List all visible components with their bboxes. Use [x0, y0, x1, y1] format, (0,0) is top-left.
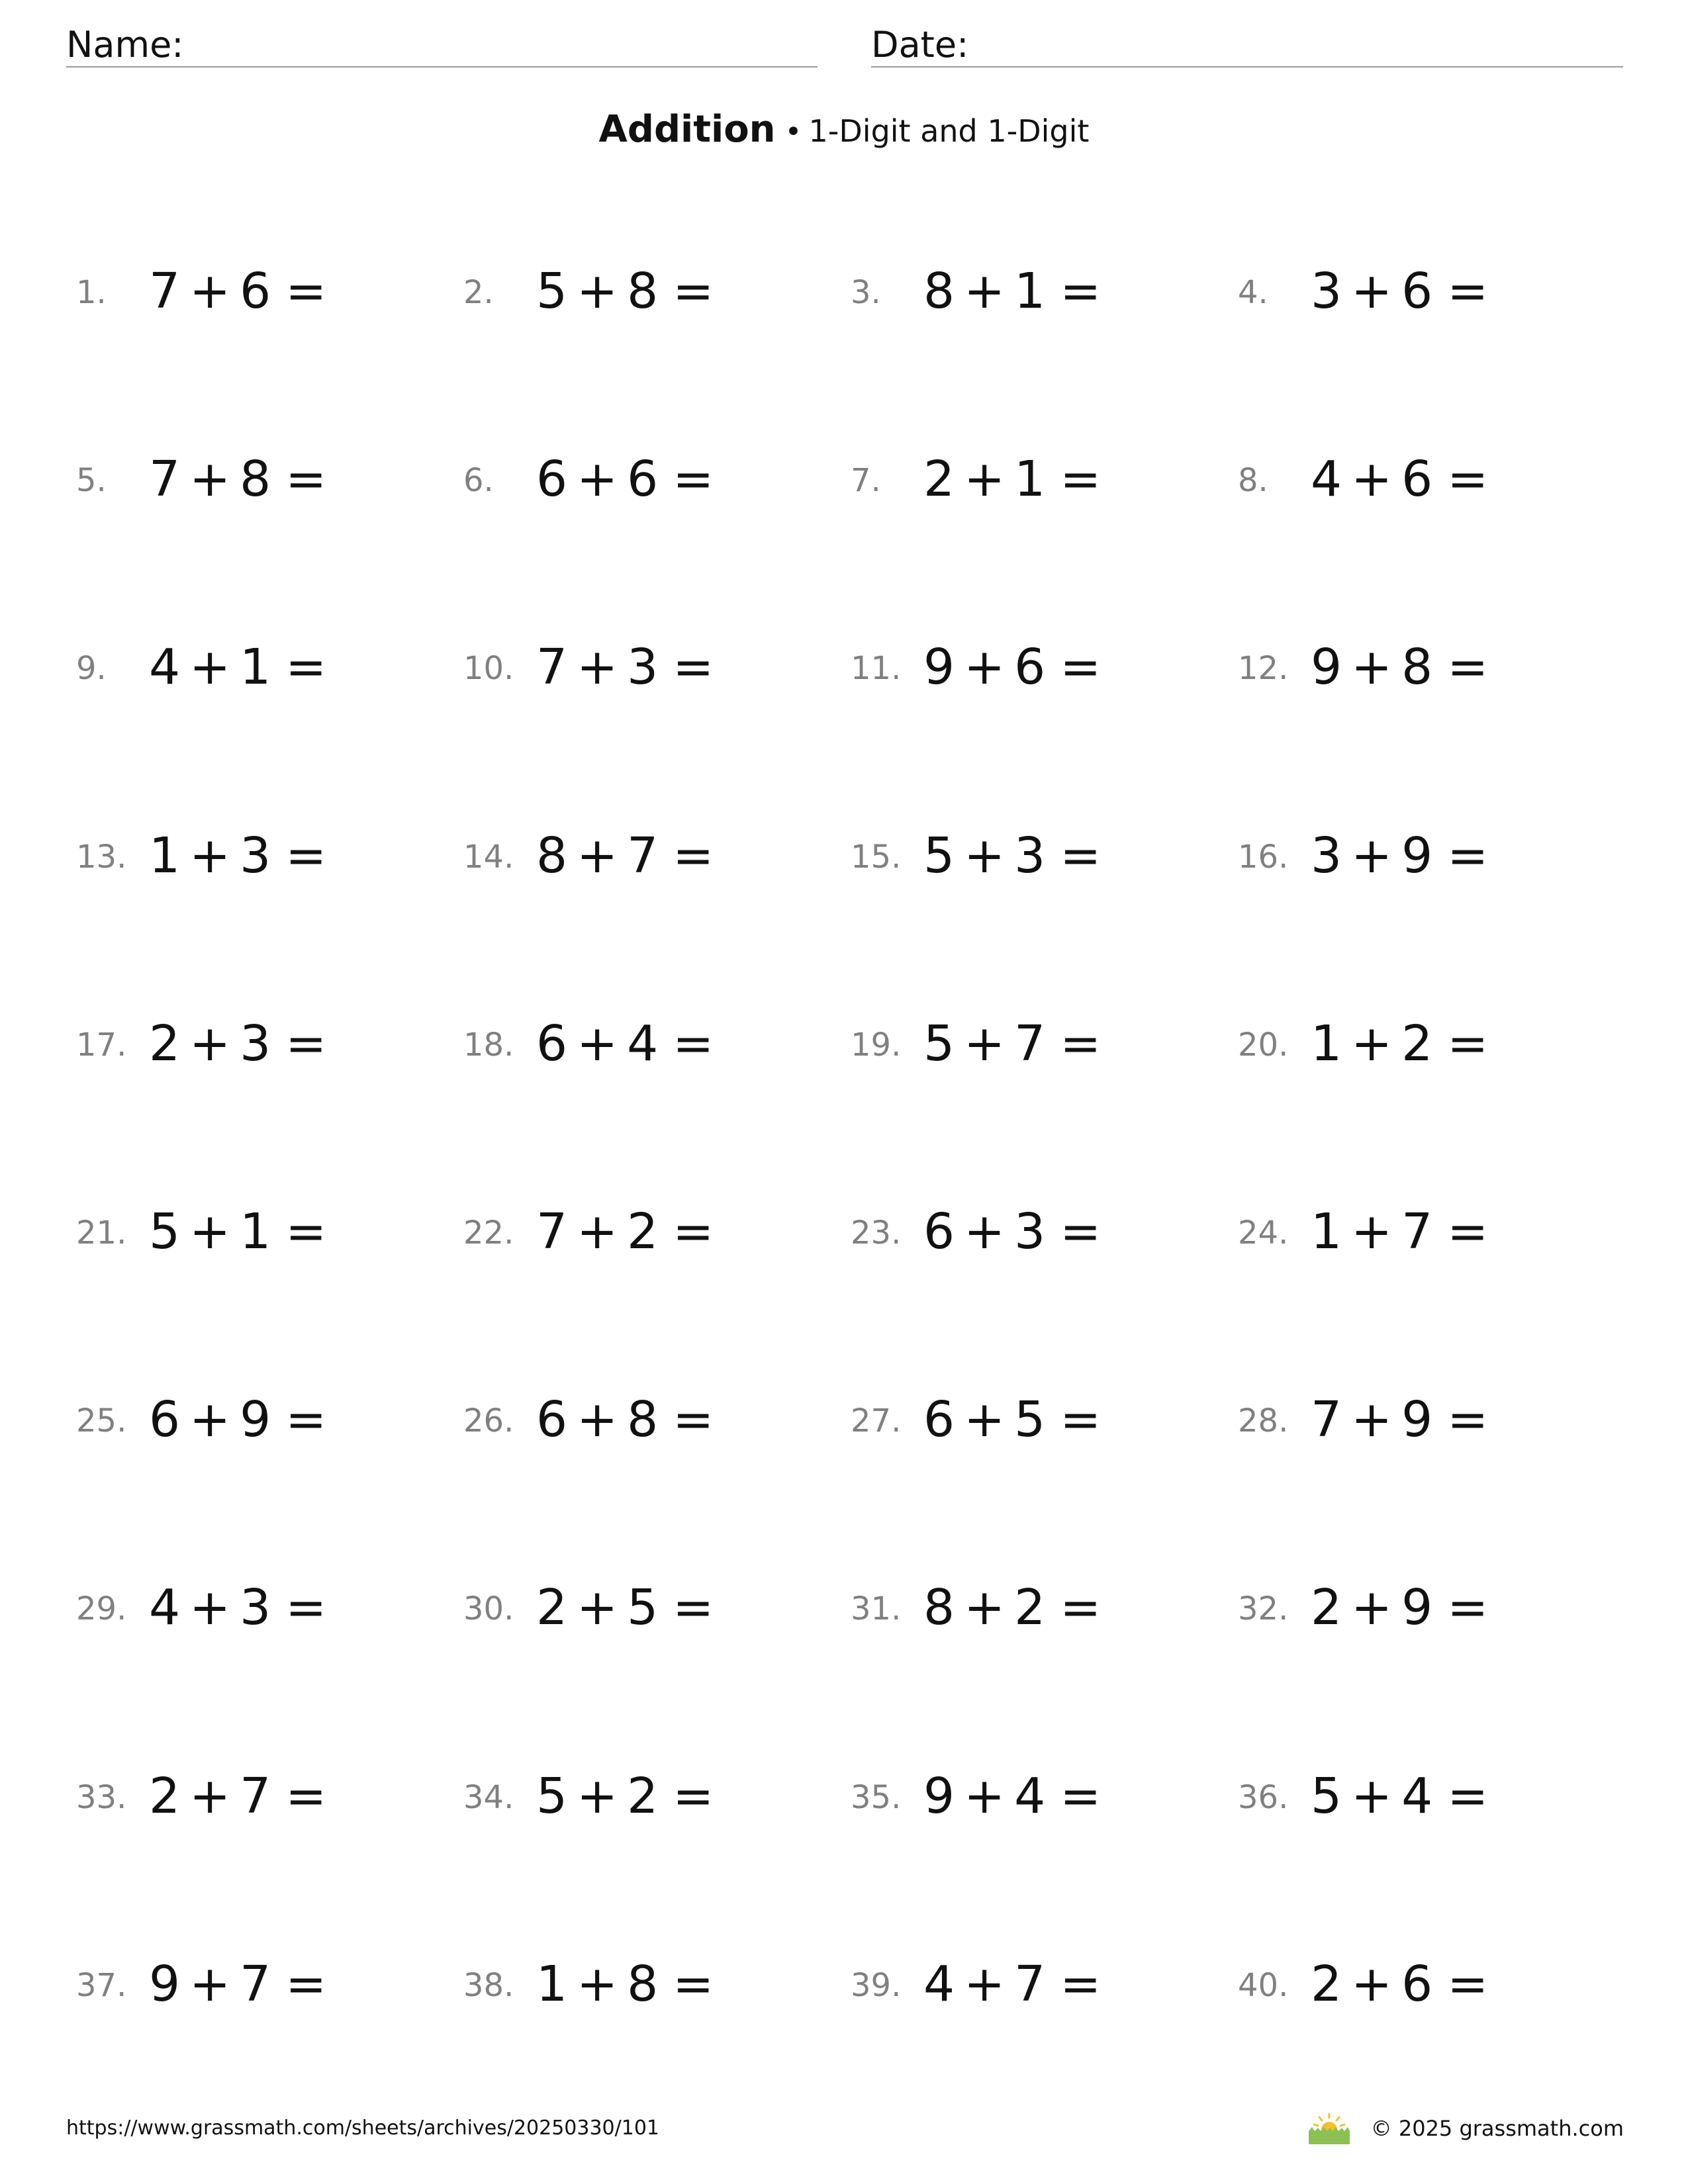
problem-number: 40. — [1238, 1967, 1289, 2004]
problem-expression — [536, 1011, 714, 1077]
problem-expression — [1311, 1951, 1488, 2017]
operand-b: 7 — [627, 827, 659, 884]
equals-sign: = — [285, 827, 327, 884]
problem-expression — [923, 258, 1101, 324]
problem-expression — [536, 1387, 714, 1453]
operand-a: 4 — [1311, 451, 1342, 508]
equals-sign: = — [285, 1391, 327, 1448]
problem-item — [1238, 823, 1609, 889]
operand-a: 2 — [1311, 1956, 1342, 2013]
problem-item — [851, 1763, 1221, 1829]
equals-sign: = — [285, 1203, 327, 1260]
problem-item — [1238, 1011, 1609, 1077]
problem-expression — [1311, 1574, 1488, 1641]
equals-sign: = — [673, 263, 714, 320]
operator: + — [964, 1768, 1006, 1825]
operand-a: 2 — [149, 1015, 181, 1072]
problem-number: 19. — [851, 1026, 902, 1064]
operand-a: 8 — [923, 1579, 955, 1636]
problem-item — [463, 823, 834, 889]
operand-b: 4 — [1014, 1768, 1046, 1825]
operand-a: 7 — [1311, 1391, 1342, 1448]
problem-item — [76, 258, 447, 324]
operator: + — [577, 1768, 618, 1825]
operator: + — [964, 1579, 1006, 1636]
operator: + — [1351, 1015, 1393, 1072]
problem-number: 18. — [463, 1026, 514, 1064]
problem-item — [851, 1387, 1221, 1453]
problem-item — [851, 1011, 1221, 1077]
operand-b: 2 — [1014, 1579, 1046, 1636]
operand-b: 3 — [240, 827, 271, 884]
operator: + — [577, 1015, 618, 1072]
problem-item — [851, 823, 1221, 889]
equals-sign: = — [285, 451, 327, 508]
equals-sign: = — [1447, 639, 1489, 696]
problem-expression — [536, 634, 714, 700]
operand-b: 1 — [240, 639, 271, 696]
problem-number: 37. — [76, 1967, 127, 2004]
equals-sign: = — [1447, 1768, 1489, 1825]
equals-sign: = — [1060, 1015, 1102, 1072]
title-main: Addition — [598, 108, 776, 151]
operator: + — [577, 639, 618, 696]
operand-a: 6 — [536, 1391, 568, 1448]
problem-number: 38. — [463, 1967, 514, 2004]
equals-sign: = — [1447, 451, 1489, 508]
equals-sign: = — [1060, 1579, 1102, 1636]
date-label: Date: — [871, 24, 969, 66]
equals-sign: = — [673, 1203, 714, 1260]
operator: + — [964, 451, 1006, 508]
operand-a: 1 — [1311, 1015, 1342, 1072]
operand-a: 7 — [536, 639, 568, 696]
operator: + — [577, 827, 618, 884]
problem-expression — [1311, 634, 1488, 700]
operand-b: 3 — [1014, 1203, 1046, 1260]
equals-sign: = — [285, 1579, 327, 1636]
operand-b: 6 — [1401, 263, 1433, 320]
operand-a: 7 — [536, 1203, 568, 1260]
equals-sign: = — [673, 639, 714, 696]
equals-sign: = — [285, 1956, 327, 2013]
problem-item — [1238, 1199, 1609, 1265]
operand-a: 6 — [923, 1203, 955, 1260]
problem-number: 13. — [76, 839, 127, 876]
operator: + — [577, 1956, 618, 2013]
operator: + — [577, 451, 618, 508]
equals-sign: = — [1447, 1203, 1489, 1260]
sun-over-grass-icon — [1306, 2111, 1352, 2146]
footer-url: https://www.grassmath.com/sheets/archives/20250330/101 — [66, 2116, 660, 2140]
operand-a: 1 — [1311, 1203, 1342, 1260]
problem-expression — [923, 1574, 1101, 1641]
problem-expression — [149, 258, 326, 324]
problem-number: 8. — [1238, 462, 1268, 499]
operator: + — [189, 1203, 231, 1260]
problem-number: 1. — [76, 274, 107, 311]
equals-sign: = — [285, 263, 327, 320]
footer-brand — [1306, 2110, 1624, 2147]
problem-expression — [923, 446, 1101, 512]
operand-b: 6 — [1401, 451, 1433, 508]
title-subtitle: 1-Digit and 1-Digit — [808, 113, 1090, 149]
problem-item — [851, 634, 1221, 700]
operand-b: 8 — [627, 263, 659, 320]
operand-b: 6 — [627, 451, 659, 508]
problem-item — [851, 446, 1221, 512]
equals-sign: = — [1060, 451, 1102, 508]
operator: + — [964, 263, 1006, 320]
operator: + — [189, 1579, 231, 1636]
problem-number: 33. — [76, 1779, 127, 1816]
operand-a: 3 — [1311, 263, 1342, 320]
problem-expression — [149, 1387, 326, 1453]
operand-b: 7 — [240, 1768, 271, 1825]
problem-number: 35. — [851, 1779, 902, 1816]
problem-item — [851, 1574, 1221, 1641]
problem-item — [76, 634, 447, 700]
problem-number: 9. — [76, 650, 107, 687]
title-separator: • — [784, 115, 802, 149]
equals-sign: = — [1060, 1203, 1102, 1260]
operator: + — [189, 639, 231, 696]
problem-expression — [923, 634, 1101, 700]
problem-expression — [149, 634, 326, 700]
operator: + — [189, 1956, 231, 2013]
equals-sign: = — [1447, 263, 1489, 320]
equals-sign: = — [673, 451, 714, 508]
problem-item — [463, 1951, 834, 2017]
problem-expression — [923, 1951, 1101, 2017]
problem-expression — [536, 446, 714, 512]
problem-expression — [1311, 1011, 1488, 1077]
equals-sign: = — [285, 639, 327, 696]
operator: + — [189, 1768, 231, 1825]
operand-b: 2 — [627, 1768, 659, 1825]
problem-item — [76, 1199, 447, 1265]
equals-sign: = — [1060, 1956, 1102, 2013]
operand-b: 9 — [1401, 827, 1433, 884]
operand-b: 8 — [1401, 639, 1433, 696]
equals-sign: = — [1060, 639, 1102, 696]
equals-sign: = — [673, 1956, 714, 2013]
operand-b: 1 — [240, 1203, 271, 1260]
problem-number: 4. — [1238, 274, 1268, 311]
problem-expression — [536, 258, 714, 324]
problem-expression — [1311, 258, 1488, 324]
problem-expression — [1311, 1387, 1488, 1453]
operator: + — [1351, 827, 1393, 884]
problem-expression — [149, 1763, 326, 1829]
operand-a: 7 — [149, 263, 181, 320]
problem-number: 6. — [463, 462, 494, 499]
problem-number: 31. — [851, 1590, 902, 1627]
problem-expression — [536, 1763, 714, 1829]
problem-expression — [536, 1199, 714, 1265]
problem-number: 14. — [463, 839, 514, 876]
operand-b: 9 — [1401, 1391, 1433, 1448]
operand-a: 2 — [149, 1768, 181, 1825]
problem-item — [1238, 1387, 1609, 1453]
operator: + — [964, 639, 1006, 696]
problem-expression — [923, 1387, 1101, 1453]
problem-item — [76, 1011, 447, 1077]
problem-expression — [1311, 1199, 1488, 1265]
operator: + — [577, 263, 618, 320]
problem-expression — [923, 1763, 1101, 1829]
operand-a: 6 — [149, 1391, 181, 1448]
operand-a: 6 — [536, 451, 568, 508]
operand-b: 4 — [627, 1015, 659, 1072]
operator: + — [189, 1015, 231, 1072]
problem-number: 36. — [1238, 1779, 1289, 1816]
equals-sign: = — [1447, 1391, 1489, 1448]
copyright-text: © 2025 grassmath.com — [1370, 2116, 1624, 2141]
operand-b: 1 — [1014, 451, 1046, 508]
problem-expression — [149, 1574, 326, 1641]
problem-number: 16. — [1238, 839, 1289, 876]
problem-number: 23. — [851, 1214, 902, 1251]
equals-sign: = — [1447, 1579, 1489, 1636]
problem-number: 32. — [1238, 1590, 1289, 1627]
operand-a: 2 — [923, 451, 955, 508]
operand-b: 2 — [627, 1203, 659, 1260]
operand-a: 6 — [923, 1391, 955, 1448]
problem-item — [76, 1763, 447, 1829]
operand-b: 9 — [1401, 1579, 1433, 1636]
equals-sign: = — [1060, 1768, 1102, 1825]
operand-a: 5 — [1311, 1768, 1342, 1825]
name-field[interactable] — [66, 26, 818, 68]
operator: + — [964, 1203, 1006, 1260]
operand-b: 3 — [627, 639, 659, 696]
operand-a: 3 — [1311, 827, 1342, 884]
problem-expression — [1311, 446, 1488, 512]
operator: + — [577, 1391, 618, 1448]
operator: + — [189, 263, 231, 320]
operand-a: 9 — [923, 639, 955, 696]
problem-number: 2. — [463, 274, 494, 311]
operator: + — [964, 1015, 1006, 1072]
name-label: Name: — [66, 24, 184, 66]
operand-a: 8 — [536, 827, 568, 884]
operator: + — [1351, 1391, 1393, 1448]
operand-b: 9 — [240, 1391, 271, 1448]
operand-a: 5 — [536, 1768, 568, 1825]
equals-sign: = — [1060, 263, 1102, 320]
problem-item — [851, 1951, 1221, 2017]
operand-b: 7 — [240, 1956, 271, 2013]
problem-item — [1238, 258, 1609, 324]
problem-number: 24. — [1238, 1214, 1289, 1251]
problem-number: 10. — [463, 650, 514, 687]
problem-expression — [1311, 823, 1488, 889]
equals-sign: = — [1447, 1956, 1489, 2013]
problem-item — [463, 1763, 834, 1829]
problem-item — [463, 1199, 834, 1265]
equals-sign: = — [673, 1768, 714, 1825]
operand-b: 6 — [240, 263, 271, 320]
problem-expression — [536, 1951, 714, 2017]
problem-item — [463, 1011, 834, 1077]
problem-number: 17. — [76, 1026, 127, 1064]
operator: + — [1351, 451, 1393, 508]
date-field[interactable] — [871, 26, 1623, 68]
operand-b: 4 — [1401, 1768, 1433, 1825]
operand-b: 8 — [627, 1391, 659, 1448]
operand-b: 5 — [1014, 1391, 1046, 1448]
problem-expression — [149, 823, 326, 889]
problem-number: 11. — [851, 650, 902, 687]
operand-a: 1 — [149, 827, 181, 884]
problem-expression — [149, 1951, 326, 2017]
operator: + — [577, 1203, 618, 1260]
worksheet-title — [0, 105, 1688, 163]
operator: + — [1351, 263, 1393, 320]
operand-a: 5 — [536, 263, 568, 320]
operand-b: 6 — [1401, 1956, 1433, 2013]
problem-expression — [536, 823, 714, 889]
problem-item — [1238, 1574, 1609, 1641]
operand-b: 5 — [627, 1579, 659, 1636]
operand-a: 9 — [923, 1768, 955, 1825]
problem-number: 12. — [1238, 650, 1289, 687]
operand-a: 9 — [1311, 639, 1342, 696]
operand-a: 4 — [149, 1579, 181, 1636]
operator: + — [577, 1579, 618, 1636]
equals-sign: = — [285, 1768, 327, 1825]
operand-a: 2 — [1311, 1579, 1342, 1636]
operator: + — [964, 827, 1006, 884]
problem-item — [76, 823, 447, 889]
operand-a: 7 — [149, 451, 181, 508]
operand-a: 9 — [149, 1956, 181, 2013]
problem-item — [1238, 446, 1609, 512]
problem-number: 28. — [1238, 1402, 1289, 1439]
problem-item — [76, 1387, 447, 1453]
operand-b: 6 — [1014, 639, 1046, 696]
problem-number: 39. — [851, 1967, 902, 2004]
equals-sign: = — [673, 827, 714, 884]
problem-number: 34. — [463, 1779, 514, 1816]
operand-a: 5 — [149, 1203, 181, 1260]
operator: + — [1351, 1768, 1393, 1825]
equals-sign: = — [1060, 1391, 1102, 1448]
operator: + — [189, 1391, 231, 1448]
problem-number: 15. — [851, 839, 902, 876]
problem-number: 25. — [76, 1402, 127, 1439]
operand-a: 6 — [536, 1015, 568, 1072]
operand-a: 2 — [536, 1579, 568, 1636]
problem-number: 20. — [1238, 1026, 1289, 1064]
problem-item — [76, 446, 447, 512]
operand-b: 3 — [240, 1579, 271, 1636]
problem-item — [851, 258, 1221, 324]
problem-number: 22. — [463, 1214, 514, 1251]
problem-expression — [923, 1011, 1101, 1077]
equals-sign: = — [673, 1391, 714, 1448]
operand-b: 7 — [1401, 1203, 1433, 1260]
problem-expression — [536, 1574, 714, 1641]
problem-expression — [923, 1199, 1101, 1265]
operand-b: 8 — [627, 1956, 659, 2013]
problem-item — [1238, 634, 1609, 700]
operator: + — [1351, 1956, 1393, 2013]
equals-sign: = — [673, 1015, 714, 1072]
problem-number: 5. — [76, 462, 107, 499]
problem-number: 7. — [851, 462, 881, 499]
operator: + — [964, 1956, 1006, 2013]
operator: + — [1351, 1579, 1393, 1636]
operand-a: 4 — [923, 1956, 955, 2013]
operand-a: 1 — [536, 1956, 568, 2013]
problem-expression — [923, 823, 1101, 889]
equals-sign: = — [1447, 1015, 1489, 1072]
operand-b: 1 — [1014, 263, 1046, 320]
equals-sign: = — [285, 1015, 327, 1072]
problem-expression — [149, 446, 326, 512]
problem-expression — [149, 1011, 326, 1077]
operand-a: 5 — [923, 1015, 955, 1072]
problem-item — [463, 258, 834, 324]
operator: + — [189, 451, 231, 508]
operand-b: 3 — [1014, 827, 1046, 884]
problem-item — [851, 1199, 1221, 1265]
operand-a: 5 — [923, 827, 955, 884]
operator: + — [1351, 639, 1393, 696]
problem-item — [76, 1574, 447, 1641]
operand-b: 7 — [1014, 1015, 1046, 1072]
problem-item — [76, 1951, 447, 2017]
operator: + — [964, 1391, 1006, 1448]
problem-item — [1238, 1763, 1609, 1829]
problem-item — [463, 634, 834, 700]
problem-number: 26. — [463, 1402, 514, 1439]
operator: + — [189, 827, 231, 884]
problem-number: 30. — [463, 1590, 514, 1627]
problem-item — [463, 1574, 834, 1641]
problem-item — [1238, 1951, 1609, 2017]
operand-b: 2 — [1401, 1015, 1433, 1072]
operand-b: 7 — [1014, 1956, 1046, 2013]
operator: + — [1351, 1203, 1393, 1260]
problem-number: 21. — [76, 1214, 127, 1251]
problem-item — [463, 446, 834, 512]
operand-b: 3 — [240, 1015, 271, 1072]
operand-a: 4 — [149, 639, 181, 696]
problem-item — [463, 1387, 834, 1453]
equals-sign: = — [1060, 827, 1102, 884]
problem-expression — [149, 1199, 326, 1265]
problem-number: 27. — [851, 1402, 902, 1439]
equals-sign: = — [673, 1579, 714, 1636]
equals-sign: = — [1447, 827, 1489, 884]
problem-expression — [1311, 1763, 1488, 1829]
operand-b: 8 — [240, 451, 271, 508]
problem-number: 3. — [851, 274, 881, 311]
problem-number: 29. — [76, 1590, 127, 1627]
operand-a: 8 — [923, 263, 955, 320]
